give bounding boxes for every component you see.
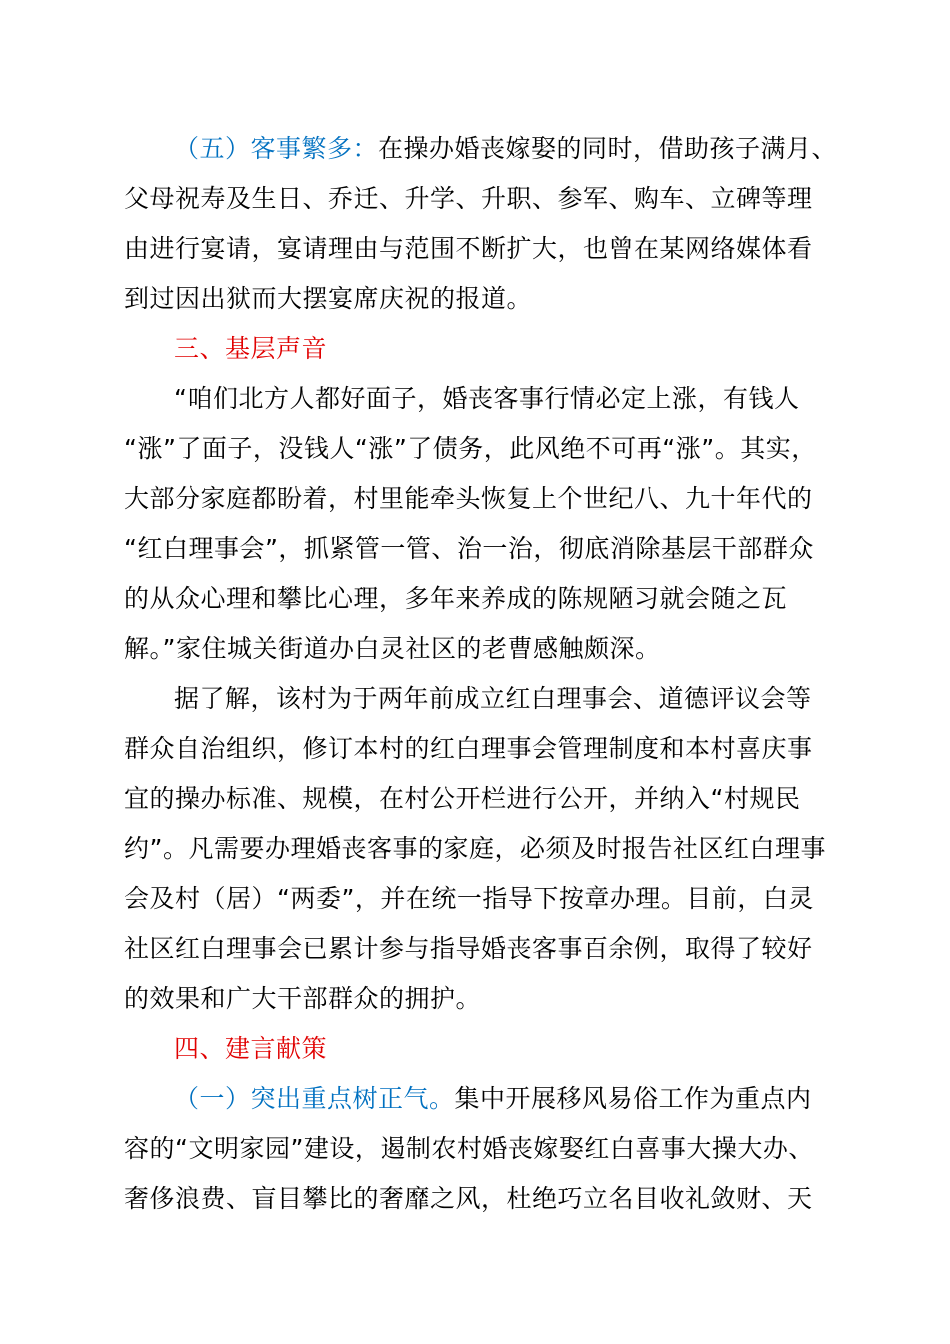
paragraph-line: “咱们北方人都好面子，婚丧客事行情必定上涨，有钱人: [174, 384, 800, 413]
paragraph-line: 群众自治组织，修订本村的红白理事会管理制度和本村喜庆事: [124, 734, 813, 763]
paragraph-line: 解。”家住城关街道办白灵社区的老曹感触颇深。: [124, 634, 661, 663]
paragraph-line: 会及村（居）“两委”，并在统一指导下按章办理。目前，白灵: [124, 884, 814, 913]
paragraph-understanding: [124, 674, 844, 1024]
paragraph-line: 到过因出狱而大摆宴席庆祝的报道。: [124, 284, 533, 313]
heading-suggestions: 四、建言献策: [174, 1034, 328, 1063]
paragraph-line: 奢侈浪费、盲目攀比的奢靡之风，杜绝巧立名目收礼敛财、天: [124, 1184, 813, 1213]
paragraph-line: 据了解，该村为于两年前成立红白理事会、道德评议会等: [174, 684, 812, 713]
paragraph-line: “涨”了面子，没钱人“涨”了债务，此风绝不可再“涨”。其实，: [124, 434, 817, 463]
paragraph-line: “红白理事会”，抓紧管一管、治一治，彻底消除基层干部群众: [124, 534, 814, 563]
paragraph-line: 容的“文明家园”建设，遏制农村婚丧嫁娶红白喜事大操大办、: [124, 1134, 814, 1163]
paragraph-line: 社区红白理事会已累计参与指导婚丧客事百余例，取得了较好: [124, 934, 813, 963]
paragraph-line: 约”。凡需要办理婚丧客事的家庭，必须及时报告社区红白理事: [124, 834, 826, 863]
paragraph-suggestion-1: [124, 1074, 844, 1224]
heading-grassroots-voices: 三、基层声音: [174, 334, 328, 363]
paragraph-line: 由进行宴请，宴请理由与范围不断扩大，也曾在某网络媒体看: [124, 234, 813, 263]
paragraph-line: （一）突出重点树正气。集中开展移风易俗工作为重点内: [174, 1084, 812, 1113]
paragraph-line: 大部分家庭都盼着，村里能牵头恢复上个世纪八、九十年代的: [124, 484, 813, 513]
paragraph-line: 父母祝寿及生日、乔迁、升学、升职、参军、购车、立碑等理: [124, 184, 813, 213]
paragraph-section-5: [124, 124, 844, 324]
paragraph-line: 的从众心理和攀比心理，多年来养成的陈规陋习就会随之瓦: [124, 584, 788, 613]
paragraph-line: （五）客事繁多：在操办婚丧嫁娶的同时，借助孩子满月、: [174, 134, 838, 163]
paragraph-line: 宜的操办标准、规模，在村公开栏进行公开，并纳入“村规民: [124, 784, 801, 813]
paragraph-line: 的效果和广大干部群众的拥护。: [124, 984, 482, 1013]
section-5-lead: （五）客事繁多：: [174, 134, 379, 163]
suggestion-1-lead: （一）突出重点树正气。: [174, 1084, 455, 1113]
paragraph-quote: [124, 374, 844, 674]
